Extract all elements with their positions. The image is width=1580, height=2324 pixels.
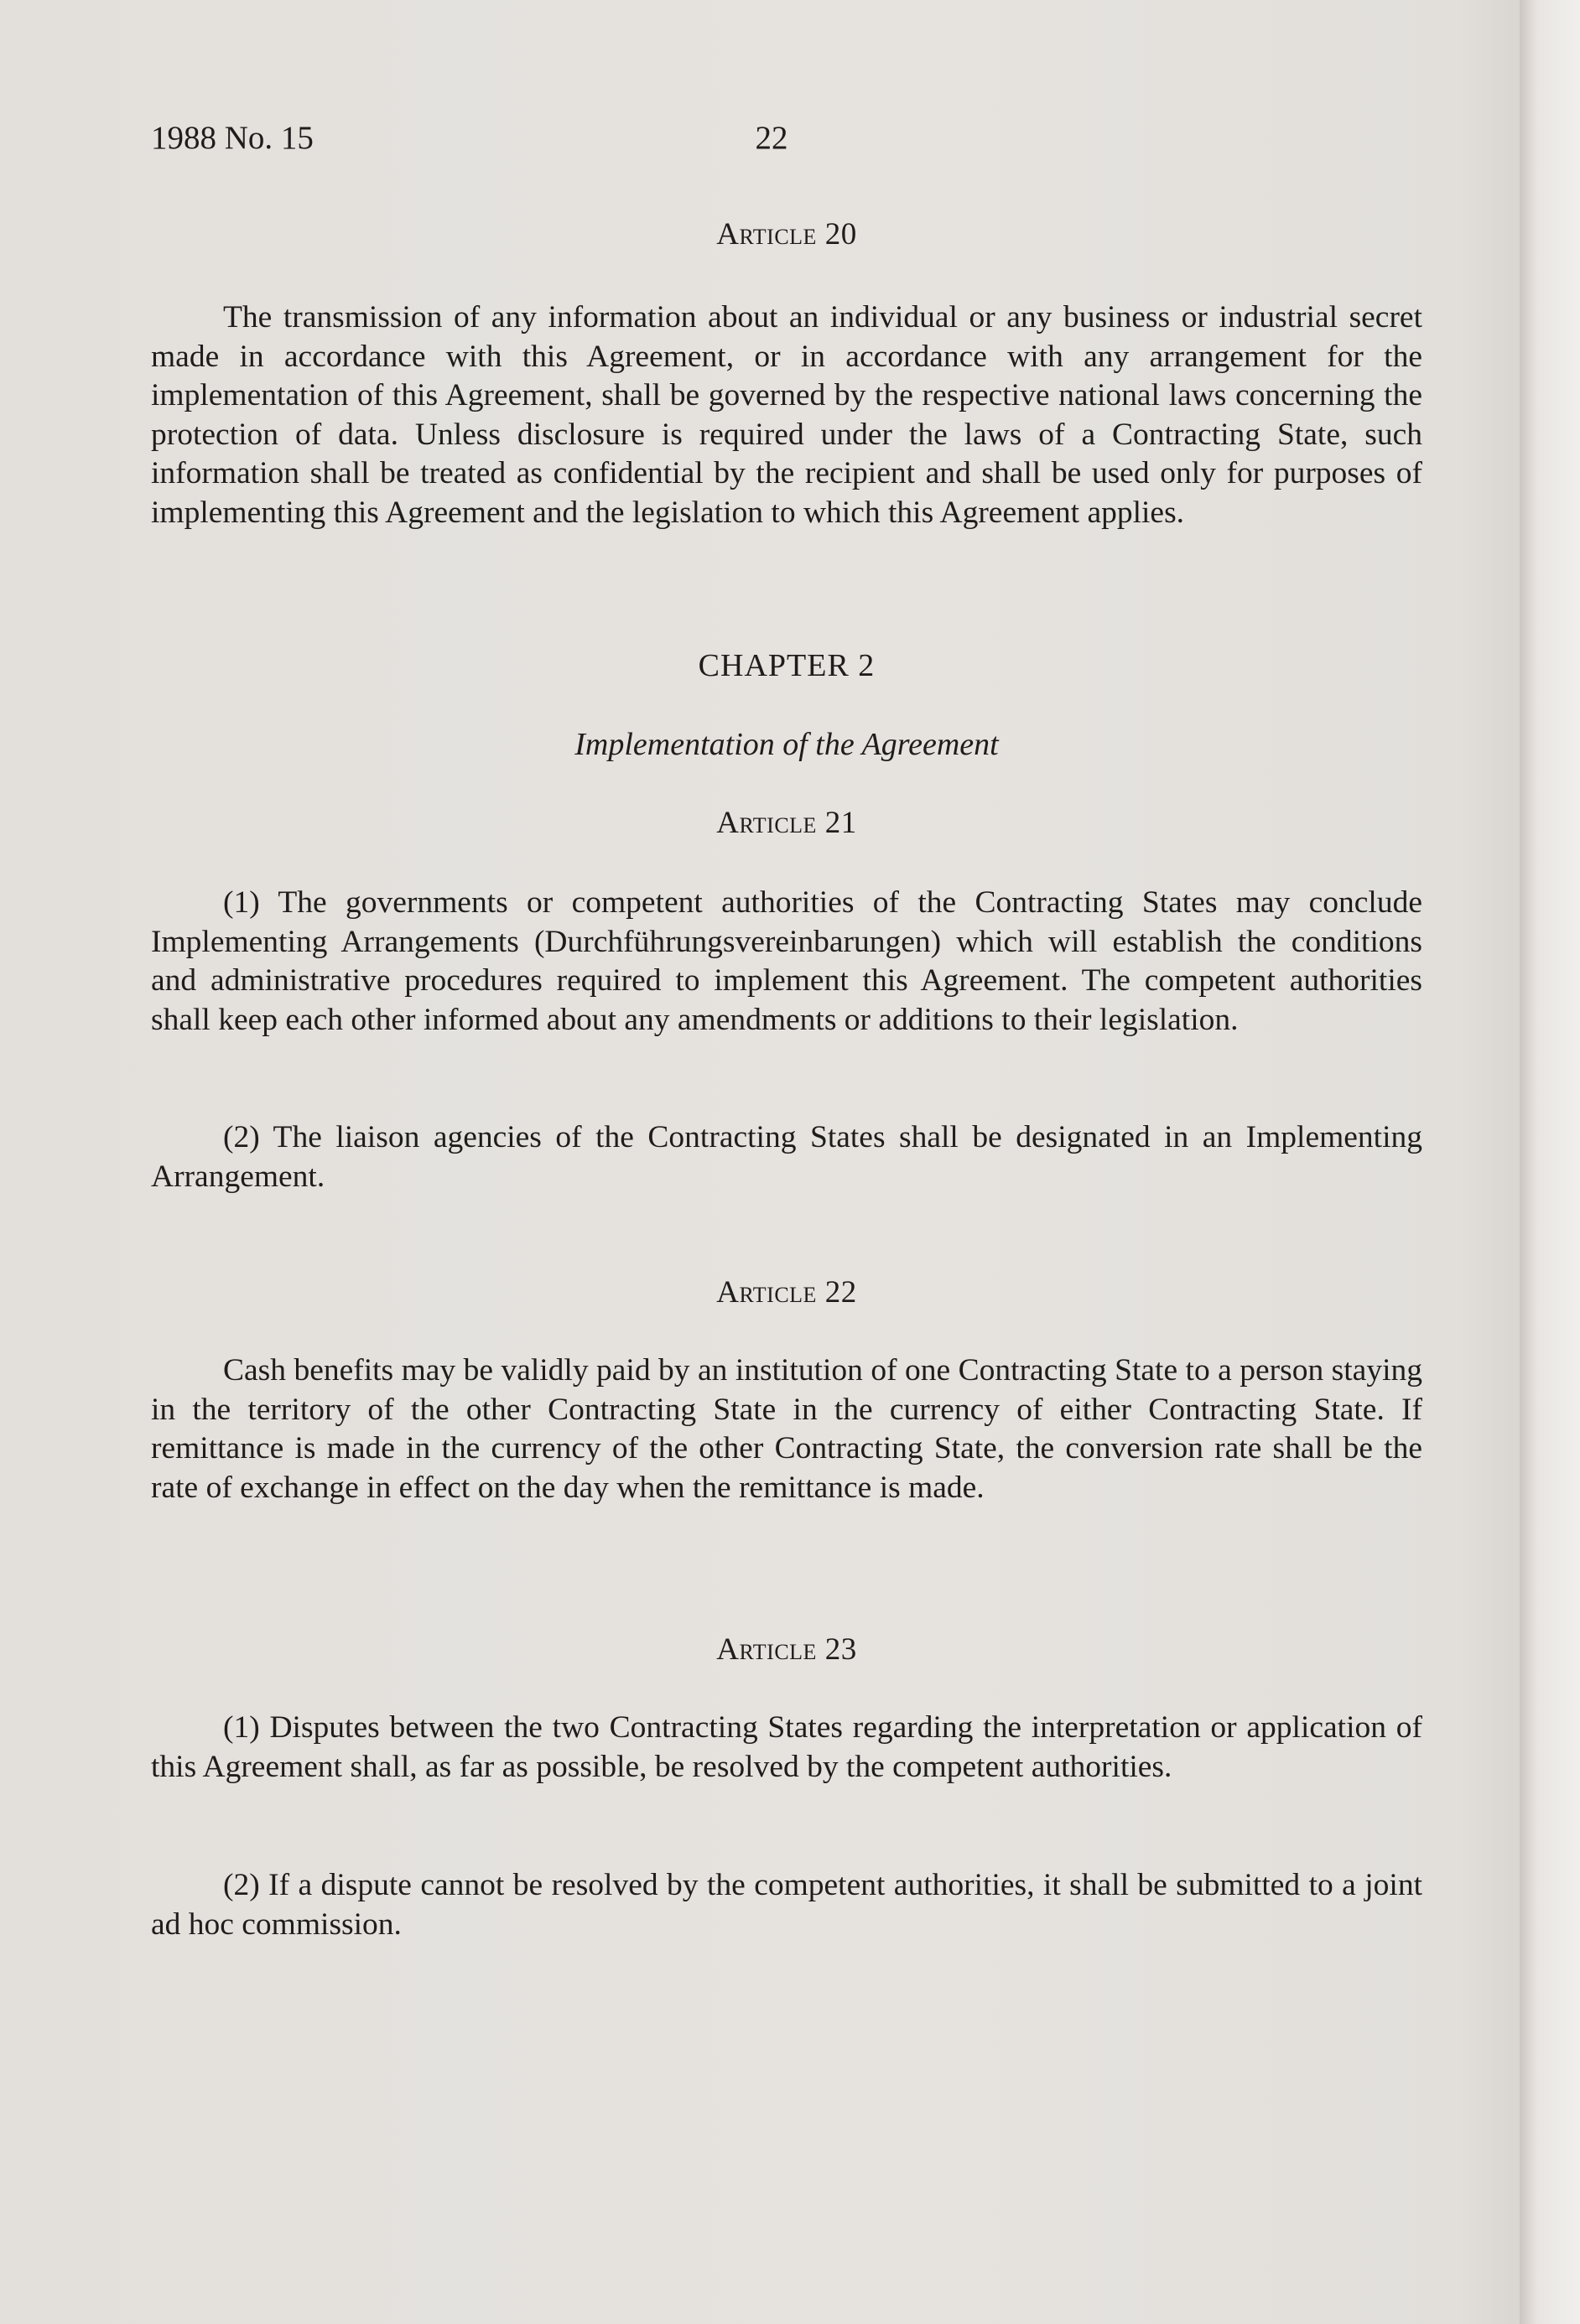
article-20-text: The transmission of any information about an individual or any business or industrial secret made in accordance with this Agreement, or in accordance with any arrangement for the implementation of this Agreement, shall be governed by the respective national laws concerning the protection of data. Unless disclosure is required under the laws of a Contracting State, such information shall be treated as confidential by the recipient and shall be used only for purposes of implementing this Agreement and the legislation to which this Agreement applies. [151,300,1422,530]
chapter-subtitle: Implementation of the Agreement [574,727,999,762]
year-and-number: 1988 No. 15 [151,120,314,156]
article-21-paragraph-2: (2) The liaison agencies of the Contracting States shall be designated in an Implementing Arrangement. [151,1120,1422,1194]
page-edge [1520,0,1580,2324]
page-header [151,119,1422,166]
chapter-heading: CHAPTER 2 [698,648,876,683]
article-23-heading: Article 23 [716,1632,857,1667]
article-21-paragraph-1: (1) The governments or competent authorities of the Contracting States may conclude Implementing Arrangements (Durchführungsvereinbarungen) which will establish the conditions and administrative procedures required to implement this Agreement. The competent authorities shall keep each other informed about any amendments or additions to their legislation. [151,885,1422,1037]
article-20-heading: Article 20 [716,217,857,252]
article-23-paragraph-2: (2) If a dispute cannot be resolved by the competent authorities, it shall be submitted to a joint ad hoc commission. [151,1868,1422,1942]
article-21-heading: Article 21 [716,806,857,840]
article-23-paragraph-1: (1) Disputes between the two Contracting States regarding the interpretation or application of this Agreement shall, as far as possible, be resolved by the competent authorities. [151,1710,1422,1784]
page-number: 22 [755,120,788,156]
article-22-text: Cash benefits may be validly paid by an institution of one Contracting State to a person staying in the territory of the other Contracting State in the currency of either Contracting State. If remittance is made in the currency of the other Contracting State, the conversion rate shall be the rate of exchange in effect on the day when the remittance is made. [151,1353,1422,1505]
article-22-heading: Article 22 [716,1275,857,1310]
